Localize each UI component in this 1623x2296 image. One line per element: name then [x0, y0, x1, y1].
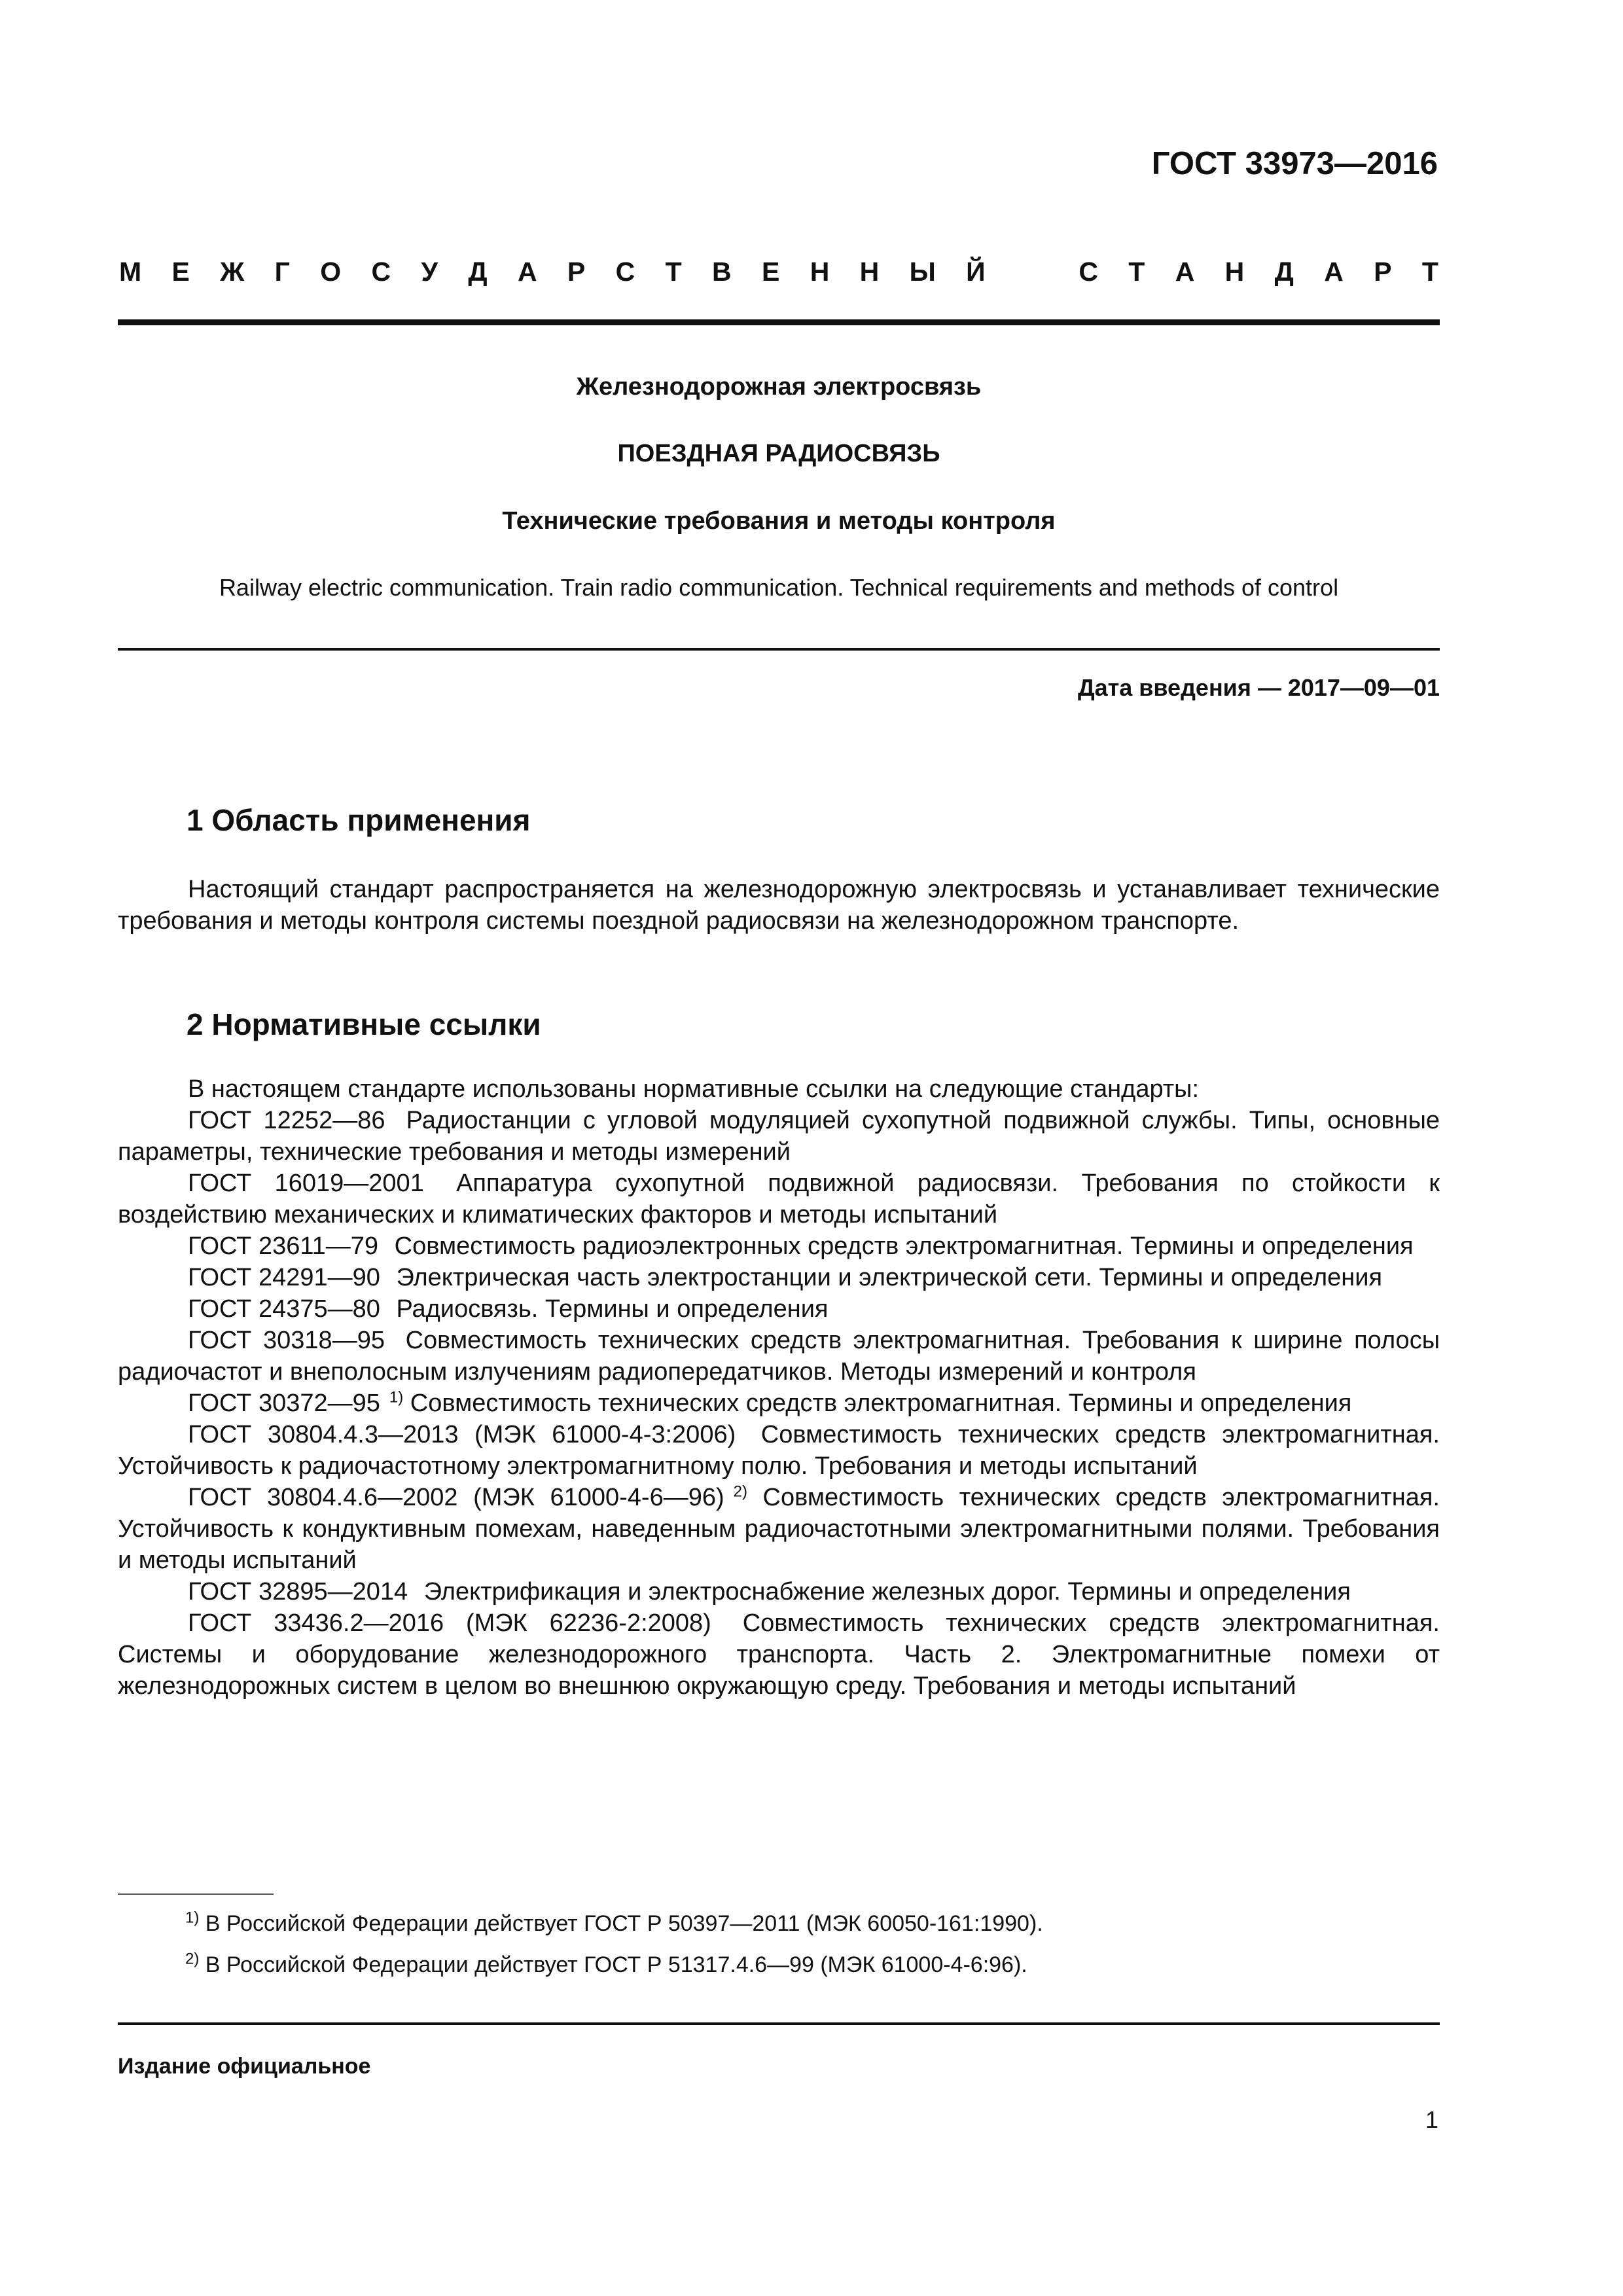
- banner-letter: Й: [966, 257, 986, 287]
- reference-code: ГОСТ 33436.2—2016 (МЭК 62236-2:2008): [188, 1609, 711, 1637]
- interstate-standard-banner: [119, 257, 1438, 287]
- banner-letter: А: [1175, 257, 1195, 287]
- banner-letter: Н: [859, 257, 880, 287]
- reference-title: Совместимость технических средств электромагнитная. Требования к ширине полосы радиочастот и внеполосным излучениям радиопередатчиков. Методы измерений и контроля: [118, 1327, 1440, 1386]
- reference-code: ГОСТ 23611—79: [188, 1232, 379, 1260]
- reference-title: Радиостанции с угловой модуляцией сухопутной подвижной службы. Типы, основные параметры, технические требования и методы измерений: [118, 1107, 1440, 1166]
- banner-letter: Е: [761, 257, 780, 287]
- banner-letter: Д: [468, 257, 488, 287]
- reference-code: ГОСТ 32895—2014: [188, 1578, 408, 1605]
- banner-letter: В: [712, 257, 732, 287]
- banner-letter: Ы: [909, 257, 936, 287]
- header-rule: [118, 319, 1440, 325]
- banner-letter: А: [517, 257, 537, 287]
- introduction-date: Дата введения — 2017—09—01: [1077, 674, 1440, 701]
- subtitle: Технические требования и методы контроля: [502, 507, 1056, 535]
- reference-item: [118, 1419, 1440, 1482]
- reference-title: Совместимость технических средств электромагнитная. Устойчивость к радиочастотному электромагнитному полю. Требования и методы испытаний: [118, 1421, 1440, 1480]
- main-title: ПОЕЗДНАЯ РАДИОСВЯЗЬ: [617, 440, 940, 467]
- footnote-mark: 1): [389, 1388, 404, 1407]
- reference-title: Совместимость технических средств электромагнитная. Устойчивость к кондуктивным помехам, наведенным радиочастотными электромагнитными полями. Требования и методы испытаний: [118, 1484, 1440, 1574]
- reference-item: [118, 1325, 1440, 1388]
- banner-letter: Н: [1224, 257, 1245, 287]
- reference-item: [118, 1607, 1440, 1702]
- reference-item: [118, 1293, 1440, 1325]
- field-title: Железнодорожная электросвязь: [576, 373, 982, 401]
- footnote-mark: 2): [733, 1482, 747, 1501]
- reference-code: ГОСТ 24291—90: [188, 1264, 380, 1291]
- reference-title: Электрификация и электроснабжение железных дорог. Термины и определения: [423, 1578, 1351, 1605]
- banner-letter: Г: [274, 257, 290, 287]
- official-edition-label: Издание официальное: [118, 2054, 371, 2079]
- footnote-1-mark: 1): [185, 1909, 200, 1927]
- banner-letter: Т: [1128, 257, 1145, 287]
- reference-item: [118, 1168, 1440, 1230]
- reference-title: Радиосвязь. Термины и определения: [396, 1295, 829, 1323]
- footer-rule: [118, 2022, 1440, 2025]
- reference-code: ГОСТ 24375—80: [188, 1295, 380, 1323]
- banner-letter: С: [1079, 257, 1098, 287]
- banner-letter: О: [320, 257, 342, 287]
- section-1-text: Настоящий стандарт распространяется на железнодорожную электросвязь и устанавливает технические требования и методы контроля системы поездной радиосвязи на железнодорожном транспорте.: [118, 876, 1440, 935]
- banner-letter: Т: [665, 257, 682, 287]
- banner-letter: С: [371, 257, 391, 287]
- banner-letter: У: [421, 257, 438, 287]
- reference-item: [118, 1230, 1440, 1262]
- references-intro: В настоящем стандарте использованы нормативные ссылки на следующие стандарты:: [188, 1075, 1200, 1103]
- banner-letter: А: [1324, 257, 1344, 287]
- reference-code: ГОСТ 30372—95: [188, 1390, 380, 1417]
- banner-letter: Ж: [220, 257, 245, 287]
- reference-code: ГОСТ 30804.4.6—2002 (МЭК 61000-4-6—96): [188, 1484, 724, 1511]
- banner-word-gap: [1016, 257, 1048, 287]
- reference-item: [118, 1262, 1440, 1293]
- banner-letter: С: [615, 257, 635, 287]
- reference-item: [118, 1482, 1440, 1576]
- normative-references-list: [118, 1073, 1440, 1702]
- banner-letter: Н: [810, 257, 830, 287]
- footnote-1: [185, 1911, 1429, 1937]
- reference-item: [118, 1105, 1440, 1168]
- section-2-heading: 2 Нормативные ссылки: [187, 1007, 541, 1041]
- reference-title: Совместимость радиоэлектронных средств электромагнитная. Термины и определения: [394, 1232, 1414, 1260]
- banner-letter: Е: [171, 257, 190, 287]
- reference-code: ГОСТ 12252—86: [188, 1107, 385, 1134]
- reference-item: [118, 1388, 1440, 1419]
- reference-title: Аппаратура сухопутной подвижной радиосвязи. Требования по стойкости к воздействию механических и климатических факторов и методы испытаний: [118, 1170, 1440, 1229]
- footnote-separator: [118, 1893, 274, 1895]
- footnote-2: [185, 1952, 1429, 1978]
- reference-code: ГОСТ 16019—2001: [188, 1170, 424, 1197]
- reference-code: ГОСТ 30318—95: [188, 1327, 385, 1354]
- section-1-heading: 1 Область применения: [187, 803, 531, 837]
- banner-letter: Р: [567, 257, 586, 287]
- reference-title: Электрическая часть электростанции и электрической сети. Термины и определения: [396, 1264, 1383, 1291]
- banner-letter: Р: [1374, 257, 1392, 287]
- banner-letter: Т: [1421, 257, 1438, 287]
- english-title: Railway electric communication. Train radio communication. Technical requirements and methods of control: [219, 574, 1339, 601]
- page-number: 1: [1425, 2106, 1438, 2133]
- reference-code: ГОСТ 30804.4.3—2013 (МЭК 61000-4-3:2006): [188, 1421, 736, 1448]
- footnote-2-mark: 2): [185, 1950, 200, 1968]
- banner-letter: М: [119, 257, 142, 287]
- reference-title: Совместимость технических средств электромагнитная. Системы и оборудование железнодорожного транспорта. Часть 2. Электромагнитные помехи от железнодорожных систем в целом во внешнюю окружающую среду. Требования и методы испытаний: [118, 1609, 1440, 1700]
- footnote-2-text: В Российской Федерации действует ГОСТ Р 51317.4.6—99 (МЭК 61000-4-6:96).: [199, 1952, 1027, 1977]
- document-number: ГОСТ 33973—2016: [1151, 146, 1438, 181]
- banner-letter: Д: [1274, 257, 1294, 287]
- reference-title: Совместимость технических средств электромагнитная. Термины и определения: [410, 1390, 1352, 1417]
- reference-item: [118, 1576, 1440, 1607]
- title-rule: [118, 648, 1440, 651]
- footnote-1-text: В Российской Федерации действует ГОСТ Р 50397—2011 (МЭК 60050-161:1990).: [199, 1911, 1043, 1936]
